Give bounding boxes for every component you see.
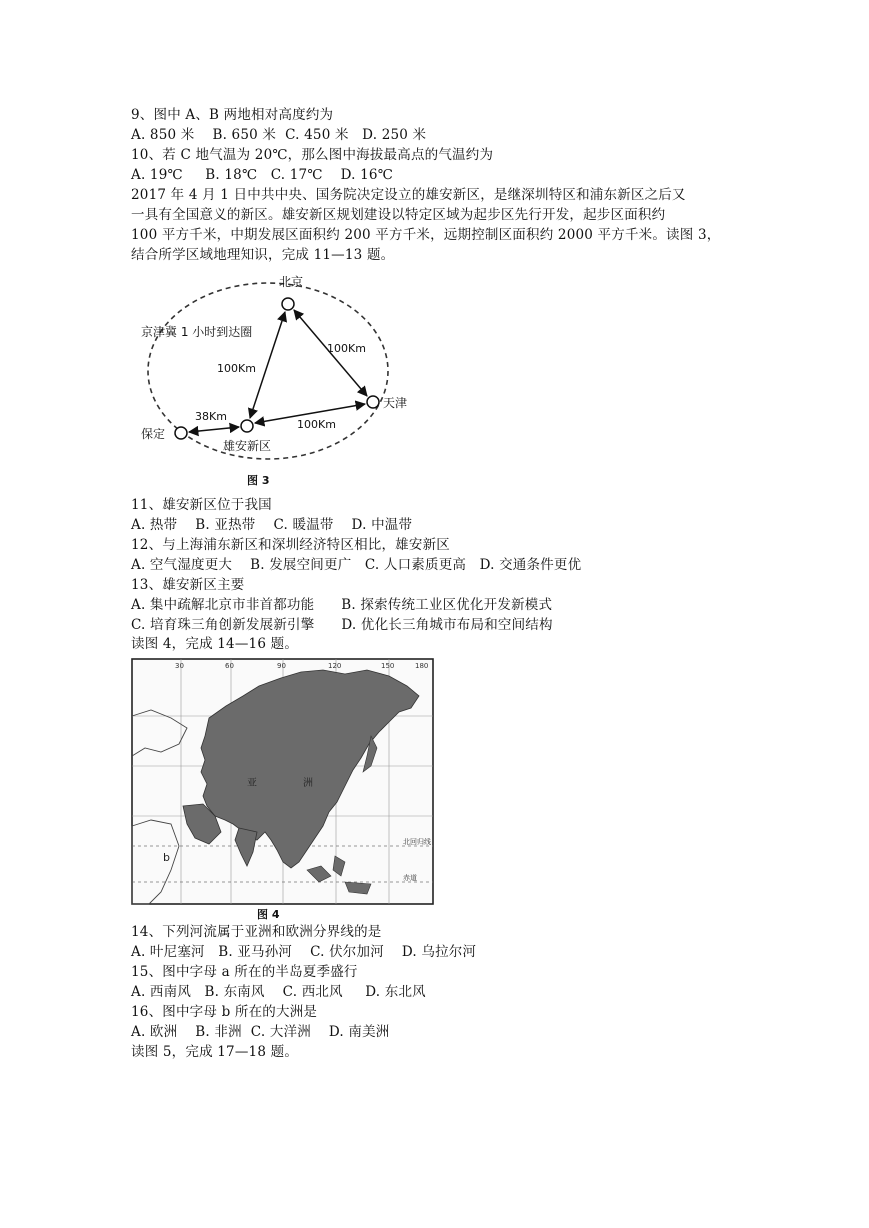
tianjin-label: 天津 [383, 396, 408, 410]
question-12-options: A. 空气湿度更大 B. 发展空间更广 C. 人口素质更高 D. 交通条件更优 [131, 557, 582, 573]
question-15-options: A. 西南风 B. 东南风 C. 西北风 D. 东北风 [131, 984, 426, 1000]
new-guinea-island [345, 882, 371, 894]
asia-label-2: 洲 [303, 778, 313, 789]
question-11-stem: 11、雄安新区位于我国 [131, 497, 272, 513]
question-13-options: A. 集中疏解北京市非首都功能 B. 探索传统工业区优化开发新模式 [131, 597, 553, 613]
question-16-options: A. 欧洲 B. 非洲 C. 大洋洲 D. 南美洲 [131, 1024, 390, 1040]
beijing-marker [282, 298, 294, 310]
longitude-label: 150 [381, 662, 395, 670]
read-figure-4: 读图 4，完成 14—16 题。 [131, 636, 299, 652]
question-14-stem: 14、下列河流属于亚洲和欧洲分界线的是 [131, 924, 382, 940]
circle-label: 京津冀 1 小时到达圈 [141, 325, 253, 339]
letter-b-label: b [163, 851, 170, 864]
xiongan-marker [241, 420, 253, 432]
question-10-stem: 10、若 C 地气温为 20℃，那么图中海拔最高点的气温约为 [131, 147, 494, 163]
question-12-stem: 12、与上海浦东新区和深圳经济特区相比，雄安新区 [131, 537, 450, 553]
passage-line: 结合所学区域地理知识，完成 11—13 题。 [131, 247, 395, 263]
figure-4 [131, 656, 436, 922]
baoding-label: 保定 [141, 427, 166, 441]
tianjin-marker [367, 396, 379, 408]
read-figure-5: 读图 5，完成 17—18 题。 [131, 1044, 299, 1060]
distance-beijing-xiongan: 100Km [217, 362, 256, 375]
question-13-stem: 13、雄安新区主要 [131, 577, 245, 593]
passage-line: 2017 年 4 月 1 日中共中央、国务院决定设立的雄安新区，是继深圳特区和浦东新区之后又 [131, 187, 686, 203]
question-9-options: A. 850 米 B. 650 米 C. 450 米 D. 250 米 [131, 127, 427, 143]
equator-label: 赤道 [403, 874, 417, 882]
question-11-options: A. 热带 B. 亚热带 C. 暖温带 D. 中温带 [131, 517, 413, 533]
longitude-label: 30 [175, 662, 184, 670]
question-10-options: A. 19℃ B. 18℃ C. 17℃ D. 16℃ [131, 167, 394, 183]
figure-3-caption: 图 3 [247, 474, 270, 487]
longitude-label: 180 [415, 662, 429, 670]
question-15-stem: 15、图中字母 a 所在的半岛夏季盛行 [131, 964, 358, 980]
asia-label-1: 亚 [247, 778, 257, 789]
distance-tianjin-xiongan: 100Km [297, 418, 336, 431]
figure-4-map [131, 656, 436, 922]
baoding-xiongan-arrow [189, 427, 239, 432]
figure-3 [133, 268, 408, 496]
question-13-options: C. 培育珠三角创新发展新引擎 D. 优化长三角城市布局和空间结构 [131, 617, 553, 633]
distance-baoding-xiongan: 38Km [195, 410, 227, 423]
question-14-options: A. 叶尼塞河 B. 亚马孙河 C. 伏尔加河 D. 乌拉尔河 [131, 944, 477, 960]
passage-line: 100 平方千米，中期发展区面积约 200 平方千米，远期控制区面积约 2000 平方千米。读图 3， [131, 227, 721, 243]
baoding-marker [175, 427, 187, 439]
question-16-stem: 16、图中字母 b 所在的大洲是 [131, 1004, 318, 1020]
distance-beijing-tianjin: 100Km [327, 342, 366, 355]
beijing-label: 北京 [279, 275, 304, 289]
passage-line: 一具有全国意义的新区。雄安新区规划建设以特定区域为起步区先行开发，起步区面积约 [131, 207, 666, 223]
figure-3-diagram [133, 268, 408, 496]
longitude-label: 90 [277, 662, 286, 670]
longitude-label: 60 [225, 662, 234, 670]
tropic-label: 北回归线 [403, 838, 431, 846]
xiongan-label: 雄安新区 [223, 439, 272, 453]
figure-4-caption: 图 4 [257, 908, 280, 921]
question-9-stem: 9、图中 A、B 两地相对高度约为 [131, 107, 334, 123]
longitude-label: 120 [328, 662, 342, 670]
